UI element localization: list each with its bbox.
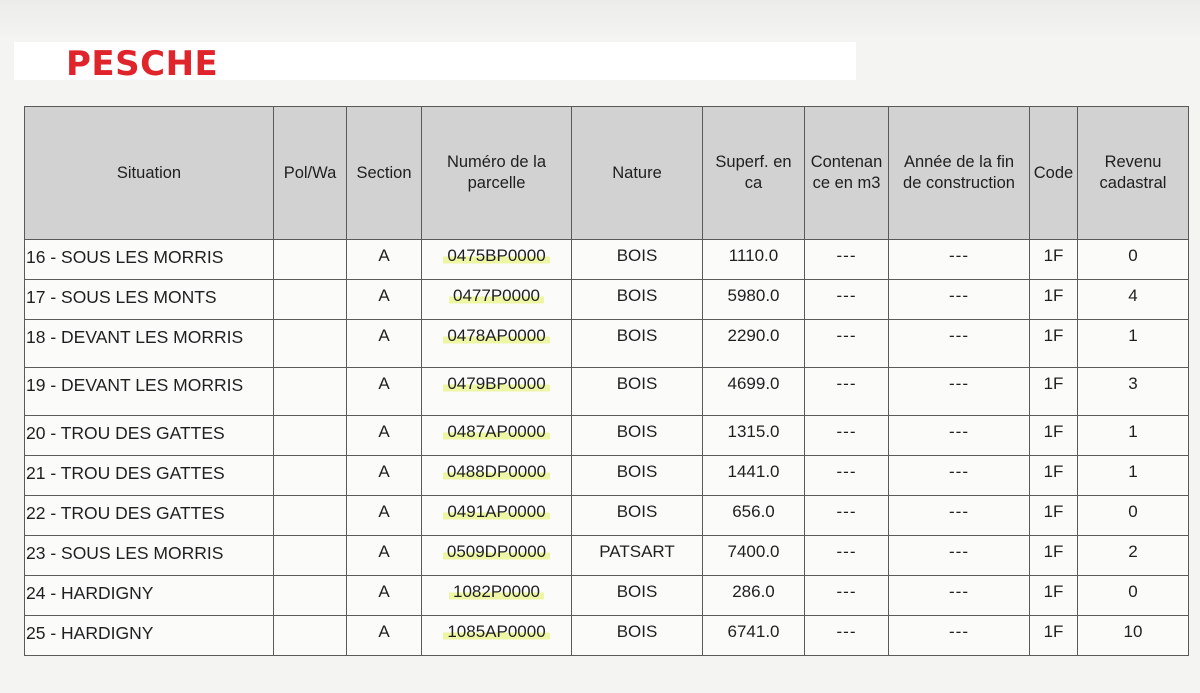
cell-code: 1F: [1030, 416, 1078, 456]
cell-situation: 21 - TROU DES GATTES: [25, 456, 274, 496]
cell-superf: 1315.0: [703, 416, 805, 456]
col-header-situation: Situation: [25, 107, 274, 240]
cell-code: 1F: [1030, 456, 1078, 496]
cell-polwa: [274, 616, 347, 656]
cell-numero: [422, 240, 572, 280]
cell-contenance: ---: [805, 280, 889, 320]
cell-revenu: 0: [1078, 240, 1189, 280]
cell-contenance: ---: [805, 416, 889, 456]
cell-polwa: [274, 280, 347, 320]
cell-superf: 1110.0: [703, 240, 805, 280]
cell-annee: ---: [889, 320, 1030, 368]
cell-superf: 286.0: [703, 576, 805, 616]
cell-code: 1F: [1030, 576, 1078, 616]
cell-contenance: ---: [805, 456, 889, 496]
cell-revenu: 0: [1078, 496, 1189, 536]
cell-superf: 656.0: [703, 496, 805, 536]
parcel-number: 0479BP0000: [443, 374, 549, 393]
cell-contenance: ---: [805, 576, 889, 616]
cell-numero: [422, 616, 572, 656]
cell-situation: 18 - DEVANT LES MORRIS: [25, 320, 274, 368]
cell-polwa: [274, 320, 347, 368]
cell-situation: 17 - SOUS LES MONTS: [25, 280, 274, 320]
cell-section: A: [347, 496, 422, 536]
cell-section: A: [347, 280, 422, 320]
cell-annee: ---: [889, 576, 1030, 616]
cell-nature: BOIS: [572, 616, 703, 656]
col-header-annee: Année de la fin de construction: [889, 107, 1030, 240]
cadastre-table: [24, 106, 1189, 656]
cell-contenance: ---: [805, 320, 889, 368]
cell-situation: 19 - DEVANT LES MORRIS: [25, 368, 274, 416]
cell-superf: 2290.0: [703, 320, 805, 368]
cell-annee: ---: [889, 496, 1030, 536]
cell-code: 1F: [1030, 536, 1078, 576]
cell-section: A: [347, 240, 422, 280]
cell-numero: [422, 536, 572, 576]
cell-superf: 5980.0: [703, 280, 805, 320]
cell-numero: [422, 576, 572, 616]
parcel-number: 0491AP0000: [443, 502, 549, 521]
cell-section: A: [347, 616, 422, 656]
table-row: [25, 616, 1189, 656]
cell-section: A: [347, 368, 422, 416]
cell-contenance: ---: [805, 616, 889, 656]
cell-revenu: 2: [1078, 536, 1189, 576]
cell-revenu: 1: [1078, 416, 1189, 456]
cell-section: A: [347, 320, 422, 368]
cell-numero: [422, 368, 572, 416]
cell-polwa: [274, 456, 347, 496]
cell-polwa: [274, 576, 347, 616]
cell-revenu: 1: [1078, 320, 1189, 368]
cell-polwa: [274, 416, 347, 456]
cell-numero: [422, 456, 572, 496]
cell-section: A: [347, 456, 422, 496]
col-header-section: Section: [347, 107, 422, 240]
cell-revenu: 1: [1078, 456, 1189, 496]
parcel-number: 0509DP0000: [443, 542, 550, 561]
cell-nature: PATSART: [572, 536, 703, 576]
cell-situation: 25 - HARDIGNY: [25, 616, 274, 656]
cell-nature: BOIS: [572, 456, 703, 496]
parcel-number: 0475BP0000: [443, 246, 549, 265]
cell-superf: 7400.0: [703, 536, 805, 576]
cell-revenu: 10: [1078, 616, 1189, 656]
parcel-number: 0487AP0000: [443, 422, 549, 441]
cell-nature: BOIS: [572, 240, 703, 280]
cell-polwa: [274, 536, 347, 576]
table-row: [25, 416, 1189, 456]
cell-numero: [422, 320, 572, 368]
cell-section: A: [347, 416, 422, 456]
cell-revenu: 3: [1078, 368, 1189, 416]
col-header-superf: Superf. en ca: [703, 107, 805, 240]
cell-superf: 4699.0: [703, 368, 805, 416]
col-header-contenance: Contenan ce en m3: [805, 107, 889, 240]
cell-annee: ---: [889, 616, 1030, 656]
cell-section: A: [347, 576, 422, 616]
cell-superf: 1441.0: [703, 456, 805, 496]
cell-nature: BOIS: [572, 368, 703, 416]
cell-polwa: [274, 496, 347, 536]
col-header-nature: Nature: [572, 107, 703, 240]
cell-code: 1F: [1030, 280, 1078, 320]
parcel-number: 0488DP0000: [443, 462, 550, 481]
cell-polwa: [274, 240, 347, 280]
table-row: [25, 576, 1189, 616]
cell-superf: 6741.0: [703, 616, 805, 656]
cell-nature: BOIS: [572, 576, 703, 616]
cell-contenance: ---: [805, 496, 889, 536]
parcel-number: 0477P0000: [449, 286, 544, 305]
parcel-number: 1085AP0000: [443, 622, 549, 641]
scan-background: [0, 0, 1200, 40]
table-row: [25, 240, 1189, 280]
cell-contenance: ---: [805, 240, 889, 280]
parcel-number: 1082P0000: [449, 582, 544, 601]
cell-numero: [422, 496, 572, 536]
cell-revenu: 0: [1078, 576, 1189, 616]
col-header-revenu: Revenu cadastral: [1078, 107, 1189, 240]
table-row: [25, 320, 1189, 368]
table-row: [25, 536, 1189, 576]
cell-code: 1F: [1030, 616, 1078, 656]
col-header-numero: Numéro de la parcelle: [422, 107, 572, 240]
cell-situation: 16 - SOUS LES MORRIS: [25, 240, 274, 280]
cell-annee: ---: [889, 416, 1030, 456]
table-row: [25, 280, 1189, 320]
table-row: [25, 456, 1189, 496]
cell-section: A: [347, 536, 422, 576]
cell-polwa: [274, 368, 347, 416]
cell-situation: 20 - TROU DES GATTES: [25, 416, 274, 456]
table-row: [25, 496, 1189, 536]
cell-annee: ---: [889, 456, 1030, 496]
cell-revenu: 4: [1078, 280, 1189, 320]
cell-contenance: ---: [805, 368, 889, 416]
cell-situation: 23 - SOUS LES MORRIS: [25, 536, 274, 576]
cell-nature: BOIS: [572, 320, 703, 368]
cell-nature: BOIS: [572, 280, 703, 320]
cell-situation: 22 - TROU DES GATTES: [25, 496, 274, 536]
cell-nature: BOIS: [572, 496, 703, 536]
cell-numero: [422, 416, 572, 456]
cell-annee: ---: [889, 368, 1030, 416]
cell-code: 1F: [1030, 240, 1078, 280]
col-header-code: Code: [1030, 107, 1078, 240]
cell-situation: 24 - HARDIGNY: [25, 576, 274, 616]
col-header-polwa: Pol/Wa: [274, 107, 347, 240]
page-title: PESCHE: [66, 44, 219, 84]
cell-code: 1F: [1030, 320, 1078, 368]
cell-contenance: ---: [805, 536, 889, 576]
cell-nature: BOIS: [572, 416, 703, 456]
parcel-number: 0478AP0000: [443, 326, 549, 345]
cell-annee: ---: [889, 240, 1030, 280]
cell-code: 1F: [1030, 368, 1078, 416]
cell-numero: [422, 280, 572, 320]
table-row: [25, 368, 1189, 416]
cell-annee: ---: [889, 536, 1030, 576]
header-row: [25, 107, 1189, 240]
cell-annee: ---: [889, 280, 1030, 320]
cell-code: 1F: [1030, 496, 1078, 536]
